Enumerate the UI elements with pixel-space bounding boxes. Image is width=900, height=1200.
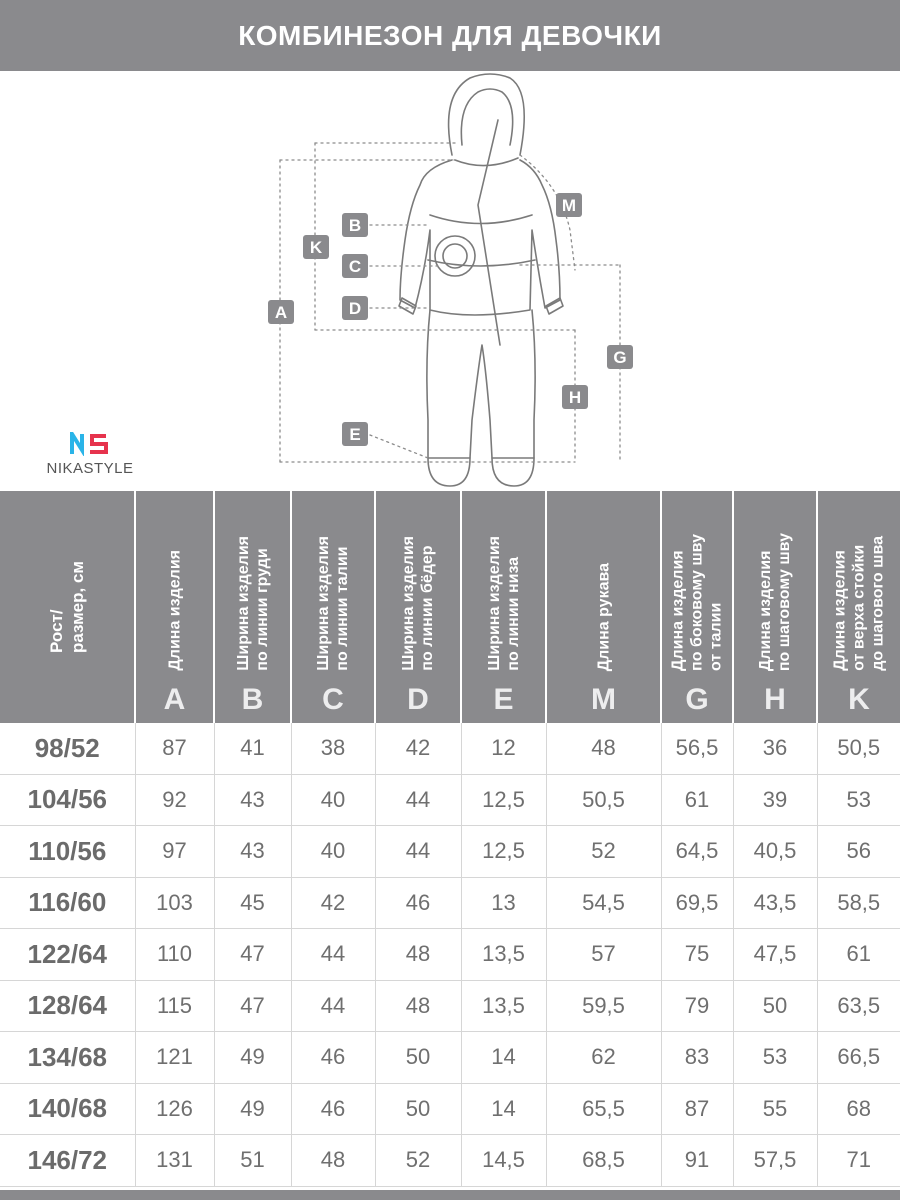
header-label: Ширина изделия по линии бёдер [400, 536, 436, 671]
measurement-cell: 50 [375, 1032, 461, 1084]
label-A: A [274, 303, 288, 322]
header-label: Длина изделия [166, 550, 183, 671]
header-label: Ширина изделия по линии низа [485, 536, 522, 671]
measurement-cell: 47 [214, 980, 291, 1032]
header-letter: H [764, 683, 786, 716]
measurement-cell: 46 [375, 877, 461, 929]
size-cell: 140/68 [0, 1083, 135, 1135]
size-cell: 98/52 [0, 723, 135, 774]
measurement-cell: 51 [214, 1135, 291, 1187]
header-letter: C [322, 683, 344, 716]
label-B: B [348, 216, 362, 235]
header-letter: G [685, 683, 709, 716]
measurement-cell: 63,5 [817, 980, 900, 1032]
measurement-cell: 13,5 [461, 980, 546, 1032]
label-K: K [309, 238, 323, 257]
nikastyle-logo-icon [70, 432, 110, 456]
table-row [0, 877, 900, 929]
measurement-cell: 97 [135, 826, 214, 878]
label-M: M [561, 196, 577, 215]
header-A [135, 491, 214, 723]
measurement-cell: 48 [291, 1135, 375, 1187]
header-K [817, 491, 900, 723]
label-H: H [568, 388, 582, 407]
measurement-cell: 71 [817, 1135, 900, 1187]
measurement-cell: 47 [214, 929, 291, 981]
header-label: Длина изделия от верха стойки до шагового шва [831, 536, 887, 671]
measurement-cell: 110 [135, 929, 214, 981]
measurement-cell: 68,5 [546, 1135, 661, 1187]
table-row [0, 929, 900, 981]
measurement-cell: 49 [214, 1083, 291, 1135]
measurement-cell: 12 [461, 723, 546, 774]
measurement-cell: 65,5 [546, 1083, 661, 1135]
measurement-cell: 62 [546, 1032, 661, 1084]
measurement-cell: 115 [135, 980, 214, 1032]
measurement-cell: 39 [733, 774, 817, 826]
label-G: G [613, 348, 627, 367]
measurement-cell: 47,5 [733, 929, 817, 981]
header-G [661, 491, 733, 723]
measurement-cell: 68 [817, 1083, 900, 1135]
header-D [375, 491, 461, 723]
measurement-cell: 87 [135, 723, 214, 774]
measurement-cell: 121 [135, 1032, 214, 1084]
measurement-cell: 14 [461, 1083, 546, 1135]
table-row [0, 723, 900, 774]
header-letter: M [591, 683, 616, 716]
measurement-cell: 42 [375, 723, 461, 774]
measurement-cell: 131 [135, 1135, 214, 1187]
measurement-cell: 103 [135, 877, 214, 929]
measurement-cell: 52 [546, 826, 661, 878]
measurement-cell: 57 [546, 929, 661, 981]
size-cell: 134/68 [0, 1032, 135, 1084]
garment-diagram [0, 71, 900, 491]
measurement-cell: 12,5 [461, 774, 546, 826]
measurement-cell: 43,5 [733, 877, 817, 929]
header-letter: K [848, 683, 870, 716]
measurement-cell: 48 [546, 723, 661, 774]
measurement-cell: 61 [817, 929, 900, 981]
measurement-cell: 69,5 [661, 877, 733, 929]
measurement-cell: 12,5 [461, 826, 546, 878]
size-chart-table [0, 491, 900, 1187]
measurement-cell: 14,5 [461, 1135, 546, 1187]
header-letter: B [241, 683, 264, 716]
measurement-cell: 126 [135, 1083, 214, 1135]
measurement-cell: 48 [375, 929, 461, 981]
measurement-cell: 48 [375, 980, 461, 1032]
label-D: D [348, 299, 362, 318]
table-body [0, 723, 900, 1186]
measurement-cell: 79 [661, 980, 733, 1032]
measurement-cell: 50,5 [817, 723, 900, 774]
header-M [546, 491, 661, 723]
measurement-cell: 50,5 [546, 774, 661, 826]
header-label: Ширина изделия по линии талии [315, 536, 351, 671]
measurement-cell: 59,5 [546, 980, 661, 1032]
size-cell: 116/60 [0, 877, 135, 929]
table-row [0, 826, 900, 878]
measurement-cell: 36 [733, 723, 817, 774]
brand-name: NIKASTYLE [46, 460, 134, 477]
table-header-row [0, 491, 900, 723]
header-E [461, 491, 546, 723]
measurement-cell: 42 [291, 877, 375, 929]
measurement-cell: 40,5 [733, 826, 817, 878]
measurement-cell: 43 [214, 826, 291, 878]
measurement-cell: 41 [214, 723, 291, 774]
measurement-cell: 52 [375, 1135, 461, 1187]
measurement-cell: 49 [214, 1032, 291, 1084]
measurement-cell: 66,5 [817, 1032, 900, 1084]
measurement-cell: 45 [214, 877, 291, 929]
measurement-cell: 87 [661, 1083, 733, 1135]
header-label: Длина изделия по шаговому шву [757, 532, 793, 671]
title-bar [0, 0, 900, 71]
size-cell: 110/56 [0, 826, 135, 878]
label-E: E [349, 425, 361, 444]
measurement-cell: 83 [661, 1032, 733, 1084]
header-letter: D [407, 683, 429, 716]
header-label: Длина изделия по боковому шву от талии [669, 534, 725, 671]
measurement-cell: 58,5 [817, 877, 900, 929]
measurement-cell: 92 [135, 774, 214, 826]
measurement-cell: 44 [291, 980, 375, 1032]
header-label: Длина рукава [595, 562, 612, 671]
header-size [0, 491, 135, 723]
footer-bar [0, 1190, 900, 1200]
table-row [0, 980, 900, 1032]
measurement-cell: 61 [661, 774, 733, 826]
measurement-cell: 75 [661, 929, 733, 981]
table-row [0, 1083, 900, 1135]
measurement-cell: 53 [817, 774, 900, 826]
header-label: Ширина изделия по линии груди [234, 536, 271, 671]
measurement-cell: 56 [817, 826, 900, 878]
measurement-cell: 40 [291, 774, 375, 826]
measurement-cell: 13,5 [461, 929, 546, 981]
table-row [0, 774, 900, 826]
brand-logo [40, 432, 140, 486]
measurement-cell: 50 [733, 980, 817, 1032]
measurement-cell: 50 [375, 1083, 461, 1135]
measurement-cell: 43 [214, 774, 291, 826]
header-H [733, 491, 817, 723]
measurement-cell: 54,5 [546, 877, 661, 929]
header-letter: A [163, 683, 186, 716]
measurement-cell: 44 [375, 826, 461, 878]
size-cell: 122/64 [0, 929, 135, 981]
header-C [291, 491, 375, 723]
measurement-cell: 46 [291, 1032, 375, 1084]
header-letter: E [493, 683, 514, 716]
measurement-cell: 14 [461, 1032, 546, 1084]
header-size-label: Рост/ размер, см [47, 561, 87, 653]
measurement-cell: 44 [291, 929, 375, 981]
measurement-cell: 13 [461, 877, 546, 929]
measurement-cell: 91 [661, 1135, 733, 1187]
measurement-cell: 44 [375, 774, 461, 826]
measurement-cell: 53 [733, 1032, 817, 1084]
size-cell: 104/56 [0, 774, 135, 826]
header-B [214, 491, 291, 723]
measurement-cell: 56,5 [661, 723, 733, 774]
table-row [0, 1135, 900, 1187]
measurement-cell: 38 [291, 723, 375, 774]
size-cell: 146/72 [0, 1135, 135, 1187]
label-C: C [348, 257, 362, 276]
table-row [0, 1032, 900, 1084]
measurement-cell: 40 [291, 826, 375, 878]
size-cell: 128/64 [0, 980, 135, 1032]
measurement-cell: 55 [733, 1083, 817, 1135]
page-title: КОМБИНЕЗОН ДЛЯ ДЕВОЧКИ [238, 19, 662, 51]
measurement-cell: 46 [291, 1083, 375, 1135]
measurement-cell: 57,5 [733, 1135, 817, 1187]
measurement-cell: 64,5 [661, 826, 733, 878]
